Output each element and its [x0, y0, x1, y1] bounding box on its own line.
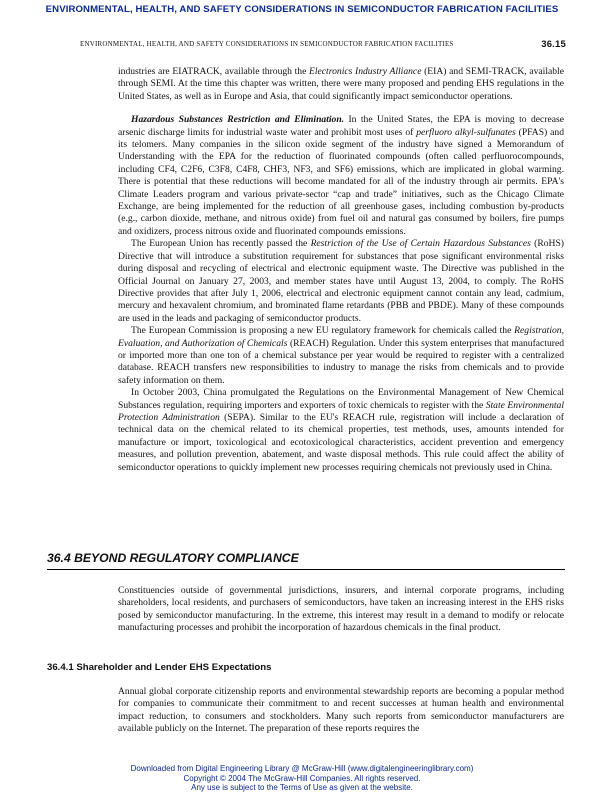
paragraph: Annual global corporate citizenship reports and environmental stewardship reports are becoming a popular method for companies to communicate their commitment to and recent successes at human health and environmental impact reduction, to consumers and stockholders. Many such reports from semiconductor manufacturers are available publicly on the Internet. The preparation of these reports requires the: [118, 686, 564, 735]
paragraph: [118, 238, 564, 325]
page-number: 36.15: [541, 39, 566, 50]
paragraph: [118, 114, 564, 238]
paragraph: [118, 387, 564, 474]
text-run-italic: State Environmental Protection Administration: [118, 399, 565, 423]
paragraph: Constituencies outside of governmental jurisdictions, insurers, and internal corporate programs, including shareholders, local residents, and purchasers of semiconductors, have taken an increasing interest in the EHS risks posed by semiconductor manufacturing. In the extreme, this interest may result in a demand to modify or relocate manufacturing processes and prohibit the incorporation of hazardous chemicals in the final product.: [118, 585, 564, 634]
download-banner: ENVIRONMENTAL, HEALTH, AND SAFETY CONSIDERATIONS IN SEMICONDUCTOR FABRICATION FACILITIES: [45, 4, 559, 15]
paragraph: [118, 325, 564, 387]
text-run: industries are EIATRACK, available through the: [118, 66, 310, 77]
text-run: (RoHS) Directive that will introduce a substitution requirement for substances that pose significant environmental risks during disposal and recycling of electrical and electronic equipment waste. The Directive was published in the Official Journal on January 27, 2003, and member states have until August 13, 2004, to comply. The RoHS Directive provides that after July 1, 2006, electrical and electronic equipment cannot contain any lead, cadmium, mercury and hexavalent chromium, and brominated flame retardants (PBB and PBDE). Many of these compounds are used in the leads and packaging of semiconductor products.: [118, 238, 564, 324]
text-run-italic: Registration, Evaluation, and Authorization of Chemicals: [118, 325, 564, 349]
text-run: In the United States, the EPA is moving to decrease arsenic discharge limits for industrial waste water and prohibit most uses of: [118, 114, 564, 138]
body-text-upper: [118, 66, 564, 474]
text-run: The European Union has recently passed the: [131, 238, 311, 250]
text-run-italic: Electronics Industry Alliance: [309, 66, 422, 77]
paragraph: [118, 66, 564, 103]
footer-terms-line: Any use is subject to the Terms of Use as given at the website.: [191, 783, 413, 793]
text-run: (SEPA). Similar to the EU's REACH rule, registration will include a declaration of technical data on the chemical related to its chemical properties, test methods, uses, amounts intended for manufacture or import, toxicological and ecotoxicological characteristics, accident prevention and emergency measures, and pollution prevention, abatement, and waste disposal methods. This rule could affect the ability of semiconductor operations to quickly implement new processes requiring chemicals not previously used in China.: [118, 411, 564, 473]
section-heading: 36.4 BEYOND REGULATORY COMPLIANCE: [47, 551, 299, 565]
text-run: (PFAS) and its telomers. Many companies in the silicon oxide segment of the industry have signed a Memorandum of Understanding with the EPA for the reduction of fluorinated compounds (often called perfluorocompounds, including CF4, C2F6, C3F8, C4F8, CHF3, NF3, and SF6) emissions, which are implicated in global warming. There is potential that these reductions will become mandated for all of the industry through air permits. EPA's Climate Leaders program and various private-sector “cap and trade” initiatives, such as the Chicago Climate Exchange, are being implemented for the reduction of all greenhouse gases, including combustion by-products (e.g., carbon dioxide, methane, and nitrous oxide) from fuel oil and natural gas consumed by boilers, fire pumps and oxidizers, process nitrous oxide and fluorinated compounds emissions.: [118, 126, 564, 237]
running-head-title: ENVIRONMENTAL, HEALTH, AND SAFETY CONSIDERATIONS IN SEMICONDUCTOR FABRICATION FACILITIES: [80, 40, 454, 48]
text-run: (REACH) Regulation. Under this system enterprises that manufactured or imported more than one ton of a chemical substance per year would be required to register with a centralized database. REACH transfers new responsibilities to industry to manage the risks from chemicals and to provide safety information on them.: [118, 337, 564, 386]
subsection-paragraph: [118, 686, 564, 736]
section-rule: [47, 569, 565, 570]
text-run: (EIA) and SEMI-TRACK, available through SEMI. At the time this chapter was written, there were many proposed and pending EHS regulations in the United States, as well as in Europe and Asia, that could significantly impact semiconductor operations.: [118, 66, 564, 102]
text-run-italic: Restriction of the Use of Certain Hazardous Substances: [310, 238, 531, 250]
text-run: The European Commission is proposing a new EU regulatory framework for chemicals called the: [131, 325, 515, 337]
text-run-italic: perfluoro alkyl-sulfunates: [416, 126, 516, 138]
section-paragraph: [118, 585, 564, 635]
footer-download-line: Downloaded from Digital Engineering Library @ McGraw-Hill (www.digitalengineeringlibrary.com): [130, 764, 474, 773]
text-run: In October 2003, China promulgated the Regulations on the Environmental Management of New Chemical Substances regulation, requiring importers and exporters of toxic chemicals to register with the: [118, 387, 564, 411]
footer: [0, 764, 604, 793]
footer-copyright-line: Copyright © 2004 The McGraw-Hill Companies. All rights reserved.: [183, 773, 421, 783]
subsection-heading: 36.4.1 Shareholder and Lender EHS Expectations: [47, 662, 272, 673]
run-in-heading: Hazardous Substances Restriction and Elimination.: [131, 114, 345, 126]
